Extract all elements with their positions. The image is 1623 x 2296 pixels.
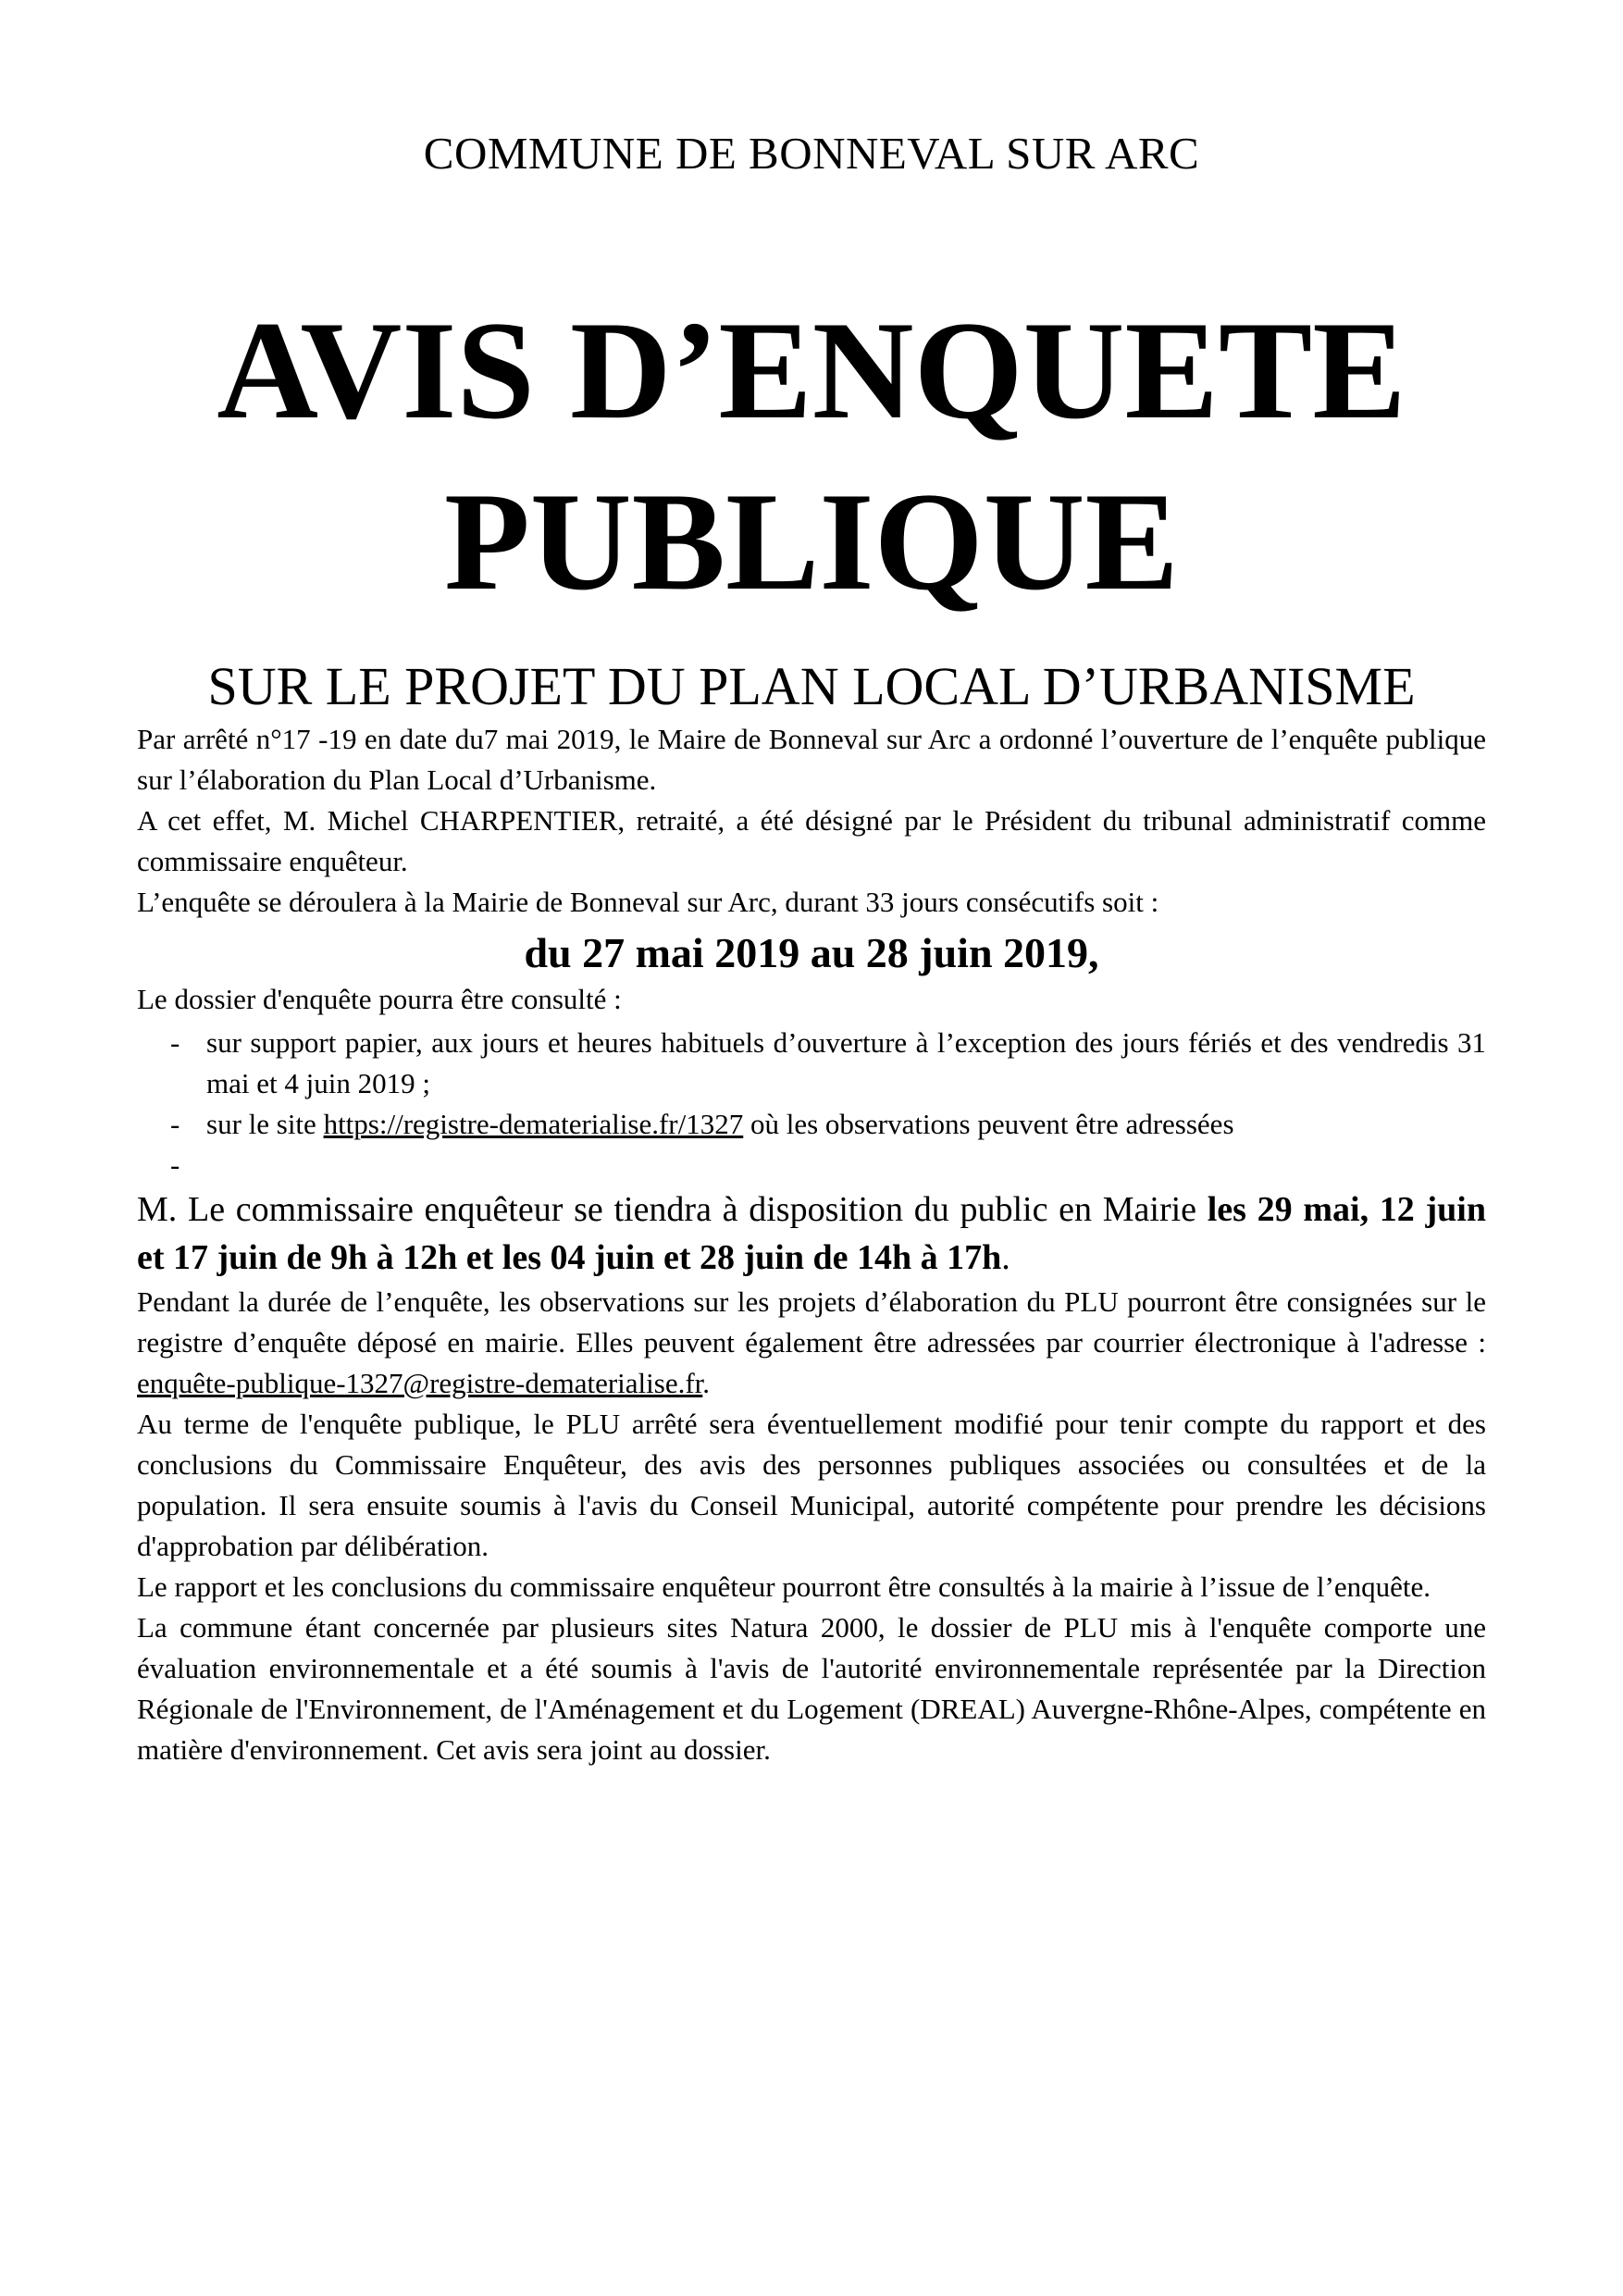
main-title-line2: PUBLIQUE: [444, 464, 1179, 619]
commune-header: COMMUNE DE BONNEVAL SUR ARC: [423, 128, 1200, 179]
permanences-period: .: [1001, 1238, 1010, 1277]
observations-period: .: [702, 1367, 711, 1399]
paragraph-observations: [137, 1282, 1486, 1404]
main-title-line1: AVIS D’ENQUETE: [217, 292, 1406, 448]
bullet-dash-icon: -: [170, 1108, 180, 1140]
registre-dematerialise-link[interactable]: https://registre-dematerialise.fr/1327: [323, 1108, 744, 1140]
paragraph-commissaire-designation: A cet effet, M. Michel CHARPENTIER, retraité, a été désigné par le Président du tribunal administratif comme commissaire enquêteur.: [137, 804, 1486, 877]
consultation-list: [137, 1023, 1486, 1185]
observations-text: Pendant la durée de l’enquête, les observations sur les projets d’élaboration du PLU pourront être consignées sur le registre d’enquête déposé en mairie. Elles peuvent également être adressées par courrier électronique à l'adresse :: [137, 1285, 1486, 1359]
enquete-publique-email-link[interactable]: enquête-publique-1327@registre-dematerialise.fr: [137, 1367, 703, 1399]
permanences-text: M. Le commissaire enquêteur se tiendra à disposition du public en Mairie: [137, 1190, 1208, 1229]
bullet-dash-icon: -: [170, 1148, 180, 1181]
paragraph-dossier-intro: Le dossier d'enquête pourra être consulté :: [137, 983, 622, 1015]
list-item-empty: [137, 1145, 1486, 1185]
subtitle: SUR LE PROJET DU PLAN LOCAL D’URBANISME: [207, 656, 1416, 716]
list-item-support-papier: [137, 1023, 1486, 1104]
bullet-dash-icon: -: [170, 1026, 180, 1059]
list-item-text-before: sur le site: [206, 1108, 324, 1140]
list-item-text: sur support papier, aux jours et heures habituels d’ouverture à l’exception des jours fériés et des vendredis 31 mai et 4 juin 2019 ;: [206, 1026, 1486, 1099]
paragraph-duree-enquete: L’enquête se déroulera à la Mairie de Bonneval sur Arc, durant 33 jours consécutifs soit :: [137, 886, 1159, 918]
permanences-dates-bold: les 29 mai, 12 juin et 17 juin de 9h à 12h et les 04 juin et 28 juin de 14h à 17h: [137, 1190, 1487, 1277]
paragraph-rapport-conclusions: Le rapport et les conclusions du commissaire enquêteur pourront être consultés à la mairie à l’issue de l’enquête.: [137, 1570, 1431, 1603]
list-item-text-after: où les observations peuvent être adressées: [743, 1108, 1234, 1140]
paragraph-natura-2000: La commune étant concernée par plusieurs sites Natura 2000, le dossier de PLU mis à l'enquête comporte une évaluation environnementale et a été soumis à l'avis de l'autorité environnementale représentée par la Direction Régionale de l'Environnement, de l'Aménagement et du Logement (DREAL) Auvergne-Rhône-Alpes, compétente en matière d'environnement. Cet avis sera joint au dossier.: [137, 1611, 1486, 1766]
document-body: [0, 719, 1623, 1770]
date-range-line: du 27 mai 2019 au 28 juin 2019,: [524, 929, 1099, 976]
paragraph-arrete: Par arrêté n°17 -19 en date du7 mai 2019, le Maire de Bonneval sur Arc a ordonné l’ouverture de l’enquête publique sur l’élaboration du Plan Local d’Urbanisme.: [137, 723, 1486, 796]
list-item-site-web: [137, 1104, 1486, 1145]
paragraph-terme-enquete: Au terme de l'enquête publique, le PLU arrêté sera éventuellement modifié pour tenir compte du rapport et des conclusions du Commissaire Enquêteur, des avis des personnes publiques associées ou consultées et de la population. Il sera ensuite soumis à l'avis du Conseil Municipal, autorité compétente pour prendre les décisions d'approbation par délibération.: [137, 1408, 1486, 1562]
main-title: [0, 285, 1623, 627]
list-item-text: [206, 1108, 1234, 1140]
paragraph-permanences: [137, 1185, 1486, 1282]
